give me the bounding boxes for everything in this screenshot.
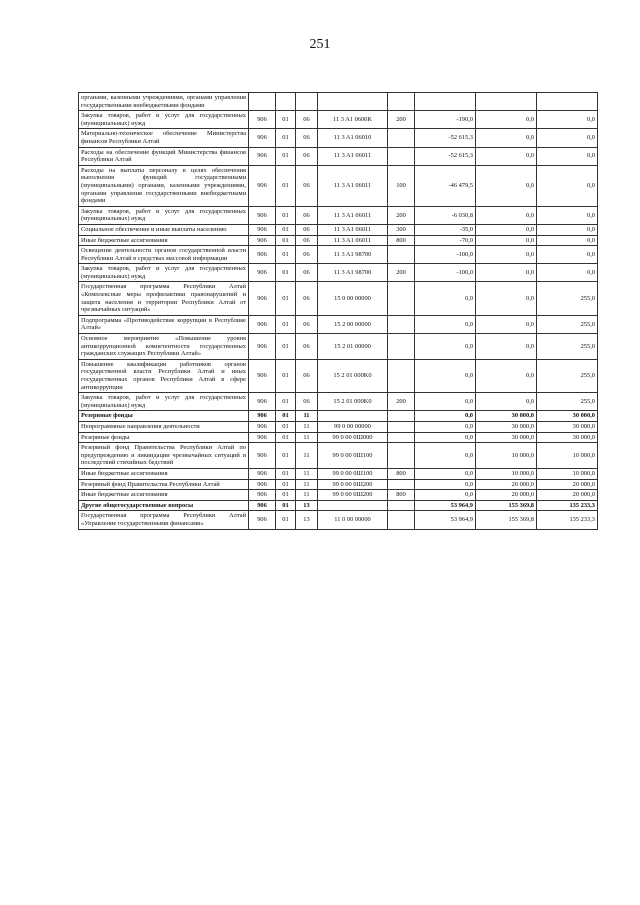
subsection-cell: 06 [296,165,318,206]
amount-3-cell: 0,0 [537,129,598,147]
amount-3-cell: 0,0 [537,165,598,206]
section-cell: 01 [276,334,296,360]
amount-1-cell: -190,0 [415,111,476,129]
table-row [79,359,598,392]
grbs-cell: 906 [249,246,276,264]
section-cell: 01 [276,468,296,479]
target-article-cell: 15 2 01 000K0 [318,393,388,411]
amount-1-cell: -52 615,3 [415,147,476,165]
row-name-cell: Закупка товаров, работ и услуг для государственных (муниципальных) нужд [79,206,249,224]
subsection-cell: 06 [296,315,318,333]
table-row [79,393,598,411]
table-row [79,411,598,422]
target-article-cell: 15 0 00 00000 [318,282,388,315]
amount-3-cell [537,93,598,111]
amount-1-cell: 0,0 [415,468,476,479]
grbs-cell: 906 [249,315,276,333]
amount-3-cell: 10 000,0 [537,468,598,479]
target-article-cell: 11 3 A1 98700 [318,264,388,282]
amount-2-cell: 0,0 [476,315,537,333]
row-name-cell: Иные бюджетные ассигнования [79,235,249,246]
table-row [79,315,598,333]
row-name-cell: Социальное обеспечение и иные выплаты населению [79,224,249,235]
grbs-cell: 906 [249,411,276,422]
grbs-cell: 906 [249,235,276,246]
amount-1-cell: 0,0 [415,411,476,422]
row-name-cell: Иные бюджетные ассигнования [79,490,249,501]
expense-type-cell [388,246,415,264]
table-row [79,468,598,479]
amount-3-cell: 255,0 [537,282,598,315]
section-cell: 01 [276,264,296,282]
row-name-cell: Иные бюджетные ассигнования [79,468,249,479]
amount-3-cell: 30 000,0 [537,421,598,432]
subsection-cell: 06 [296,147,318,165]
row-name-cell: Расходы на выплаты персоналу в целях обеспечения выполнения функций государственными (муниципальными) органами, казенными учреждениями, органами управления государственными внебюджетными фондами [79,165,249,206]
subsection-cell: 11 [296,432,318,443]
section-cell: 01 [276,490,296,501]
amount-2-cell: 0,0 [476,206,537,224]
grbs-cell: 906 [249,511,276,529]
table-row [79,479,598,490]
grbs-cell: 906 [249,432,276,443]
row-name-cell: Повышение квалификации работников органов государственной власти Республики Алтай и иных государственных органов Республики Алтай в сфере антикоррупции [79,359,249,392]
amount-3-cell: 135 233,3 [537,511,598,529]
table-row [79,443,598,469]
amount-3-cell: 0,0 [537,235,598,246]
expense-type-cell: 200 [388,206,415,224]
amount-3-cell: 10 000,0 [537,443,598,469]
amount-2-cell: 155 369,8 [476,511,537,529]
subsection-cell: 06 [296,235,318,246]
amount-2-cell: 0,0 [476,334,537,360]
expense-type-cell: 200 [388,111,415,129]
target-article-cell: 99 0 00 00000 [318,421,388,432]
section-cell: 01 [276,315,296,333]
row-name-cell: Резервные фонды [79,411,249,422]
amount-3-cell: 255,0 [537,334,598,360]
subsection-cell: 13 [296,511,318,529]
amount-2-cell: 155 369,8 [476,500,537,511]
target-article-cell [318,500,388,511]
row-name-cell: Государственная программа Республики Алтай «Комплексные меры профилактики правонарушений и защита населения и территории Республики Алтай от чрезвычайных ситуаций» [79,282,249,315]
subsection-cell: 06 [296,359,318,392]
amount-2-cell: 0,0 [476,359,537,392]
expense-type-cell: 800 [388,235,415,246]
amount-2-cell: 30 000,0 [476,411,537,422]
section-cell: 01 [276,359,296,392]
expense-type-cell: 800 [388,468,415,479]
amount-3-cell: 0,0 [537,206,598,224]
expense-type-cell [388,421,415,432]
expense-type-cell: 800 [388,490,415,501]
amount-2-cell: 20 000,0 [476,490,537,501]
section-cell: 01 [276,111,296,129]
expense-type-cell [388,93,415,111]
section-cell: 01 [276,282,296,315]
subsection-cell: 06 [296,334,318,360]
page-number: 251 [309,37,331,52]
section-cell: 01 [276,479,296,490]
amount-3-cell: 20 000,0 [537,479,598,490]
row-name-cell: Закупка товаров, работ и услуг для государственных (муниципальных) нужд [79,393,249,411]
target-article-cell: 11 3 A1 98700 [318,246,388,264]
row-name-cell: Резервные фонды [79,432,249,443]
amount-1-cell: 0,0 [415,490,476,501]
subsection-cell [296,93,318,111]
amount-2-cell: 30 000,0 [476,432,537,443]
amount-2-cell: 0,0 [476,111,537,129]
subsection-cell: 11 [296,411,318,422]
amount-3-cell: 20 000,0 [537,490,598,501]
section-cell: 01 [276,443,296,469]
expense-type-cell [388,282,415,315]
grbs-cell: 906 [249,421,276,432]
grbs-cell: 906 [249,490,276,501]
amount-1-cell: -35,0 [415,224,476,235]
subsection-cell: 06 [296,282,318,315]
amount-2-cell [476,93,537,111]
section-cell: 01 [276,500,296,511]
row-name-cell: Закупка товаров, работ и услуг для государственных (муниципальных) нужд [79,111,249,129]
section-cell: 01 [276,235,296,246]
grbs-cell [249,93,276,111]
amount-1-cell: 53 964,9 [415,511,476,529]
table-body [79,93,598,530]
amount-1-cell: 0,0 [415,315,476,333]
target-article-cell: 11 3 A1 06010 [318,129,388,147]
expense-type-cell [388,511,415,529]
table-row [79,93,598,111]
grbs-cell: 906 [249,334,276,360]
expense-type-cell [388,315,415,333]
expense-type-cell [388,500,415,511]
amount-1-cell: 0,0 [415,421,476,432]
section-cell: 01 [276,224,296,235]
table-row [79,206,598,224]
target-article-cell: 11 3 A1 06011 [318,147,388,165]
expense-type-cell: 300 [388,224,415,235]
subsection-cell: 06 [296,206,318,224]
amount-2-cell: 0,0 [476,147,537,165]
amount-2-cell: 0,0 [476,235,537,246]
row-name-cell: Другие общегосударственные вопросы [79,500,249,511]
amount-1-cell: 0,0 [415,432,476,443]
amount-1-cell: -52 615,3 [415,129,476,147]
amount-3-cell: 255,0 [537,315,598,333]
table-row [79,165,598,206]
amount-1-cell: 0,0 [415,479,476,490]
amount-3-cell: 135 233,3 [537,500,598,511]
target-article-cell [318,93,388,111]
target-article-cell: 99 0 00 0Ш200 [318,479,388,490]
table-row [79,490,598,501]
amount-1-cell: 0,0 [415,443,476,469]
row-name-cell: органами, казенными учреждениями, органами управления государственными внебюджетными фондами [79,93,249,111]
row-name-cell: Расходы на обеспечение функций Министерства финансов Республики Алтай [79,147,249,165]
table-row [79,511,598,529]
table-row [79,235,598,246]
subsection-cell: 06 [296,129,318,147]
grbs-cell: 906 [249,206,276,224]
grbs-cell: 906 [249,165,276,206]
budget-table [78,92,598,530]
table-row [79,224,598,235]
subsection-cell: 06 [296,224,318,235]
section-cell: 01 [276,432,296,443]
amount-3-cell: 0,0 [537,147,598,165]
grbs-cell: 906 [249,224,276,235]
target-article-cell: 15 2 00 00000 [318,315,388,333]
grbs-cell: 906 [249,264,276,282]
grbs-cell: 906 [249,111,276,129]
amount-3-cell: 0,0 [537,246,598,264]
table-row [79,147,598,165]
target-article-cell: 11 3 A1 06011 [318,224,388,235]
amount-1-cell: 0,0 [415,282,476,315]
target-article-cell: 99 0 00 0Ш000 [318,432,388,443]
subsection-cell: 06 [296,264,318,282]
amount-3-cell: 0,0 [537,264,598,282]
expense-type-cell: 200 [388,393,415,411]
amount-2-cell: 30 000,0 [476,421,537,432]
target-article-cell: 11 3 A1 0600K [318,111,388,129]
table-row [79,111,598,129]
target-article-cell: 15 2 01 00000 [318,334,388,360]
grbs-cell: 906 [249,443,276,469]
row-name-cell: Непрограммные направления деятельности [79,421,249,432]
expense-type-cell [388,411,415,422]
amount-1-cell: -100,0 [415,264,476,282]
expense-type-cell [388,432,415,443]
target-article-cell: 99 0 00 0Ш100 [318,443,388,469]
subsection-cell: 11 [296,443,318,469]
target-article-cell: 99 0 00 0Ш200 [318,490,388,501]
amount-2-cell: 0,0 [476,393,537,411]
grbs-cell: 906 [249,147,276,165]
section-cell: 01 [276,411,296,422]
section-cell: 01 [276,393,296,411]
section-cell: 01 [276,421,296,432]
amount-1-cell: 0,0 [415,359,476,392]
expense-type-cell [388,479,415,490]
grbs-cell: 906 [249,479,276,490]
table-row [79,264,598,282]
target-article-cell: 11 3 A1 06011 [318,235,388,246]
subsection-cell: 11 [296,421,318,432]
row-name-cell: Закупка товаров, работ и услуг для государственных (муниципальных) нужд [79,264,249,282]
amount-3-cell: 30 000,0 [537,411,598,422]
amount-2-cell: 10 000,0 [476,468,537,479]
amount-1-cell: -100,0 [415,246,476,264]
amount-2-cell: 20 000,0 [476,479,537,490]
amount-1-cell: -46 479,5 [415,165,476,206]
amount-1-cell [415,93,476,111]
section-cell: 01 [276,511,296,529]
amount-3-cell: 255,0 [537,359,598,392]
section-cell: 01 [276,246,296,264]
amount-2-cell: 10 000,0 [476,443,537,469]
table-row [79,421,598,432]
table-row [79,246,598,264]
row-name-cell: Резервный фонд Правительства Республики Алтай [79,479,249,490]
row-name-cell: Освещение деятельности органов государственной власти Республики Алтай в средствах массовой информации [79,246,249,264]
expense-type-cell [388,129,415,147]
subsection-cell: 13 [296,500,318,511]
target-article-cell: 99 0 00 0Ш100 [318,468,388,479]
row-name-cell: Подпрограмма «Противодействие коррупции в Республике Алтай» [79,315,249,333]
amount-3-cell: 0,0 [537,224,598,235]
expense-type-cell [388,443,415,469]
amount-1-cell: 0,0 [415,393,476,411]
subsection-cell: 11 [296,479,318,490]
amount-2-cell: 0,0 [476,224,537,235]
subsection-cell: 06 [296,111,318,129]
row-name-cell: Материально-техническое обеспечение Министерства финансов Республики Алтай [79,129,249,147]
table-row [79,432,598,443]
target-article-cell: 11 3 A1 06011 [318,206,388,224]
row-name-cell: Резервный фонд Правительства Республики Алтай по предупреждению и ликвидации чрезвычайных ситуаций и последствий стихийных бедствий [79,443,249,469]
subsection-cell: 11 [296,468,318,479]
expense-type-cell: 100 [388,165,415,206]
expense-type-cell [388,147,415,165]
expense-type-cell: 200 [388,264,415,282]
target-article-cell: 15 2 01 000K0 [318,359,388,392]
target-article-cell: 11 3 A1 06011 [318,165,388,206]
grbs-cell: 906 [249,500,276,511]
table-row [79,129,598,147]
table-row [79,334,598,360]
amount-1-cell: -70,0 [415,235,476,246]
amount-3-cell: 255,0 [537,393,598,411]
target-article-cell [318,411,388,422]
section-cell [276,93,296,111]
grbs-cell: 906 [249,282,276,315]
expense-type-cell [388,334,415,360]
target-article-cell: 11 0 00 00000 [318,511,388,529]
amount-1-cell: -6 030,8 [415,206,476,224]
amount-2-cell: 0,0 [476,129,537,147]
section-cell: 01 [276,165,296,206]
amount-2-cell: 0,0 [476,165,537,206]
subsection-cell: 06 [296,393,318,411]
section-cell: 01 [276,129,296,147]
table-row [79,282,598,315]
subsection-cell: 06 [296,246,318,264]
amount-2-cell: 0,0 [476,246,537,264]
amount-2-cell: 0,0 [476,282,537,315]
amount-1-cell: 53 964,9 [415,500,476,511]
grbs-cell: 906 [249,359,276,392]
amount-2-cell: 0,0 [476,264,537,282]
grbs-cell: 906 [249,468,276,479]
expense-type-cell [388,359,415,392]
grbs-cell: 906 [249,129,276,147]
row-name-cell: Основное мероприятие «Повышение уровня антикоррупционной компетентности государственных гражданских служащих Республики Алтай» [79,334,249,360]
amount-3-cell: 30 000,0 [537,432,598,443]
row-name-cell: Государственная программа Республики Алтай «Управление государственными финансами» [79,511,249,529]
amount-1-cell: 0,0 [415,334,476,360]
section-cell: 01 [276,147,296,165]
grbs-cell: 906 [249,393,276,411]
table-row [79,500,598,511]
section-cell: 01 [276,206,296,224]
amount-3-cell: 0,0 [537,111,598,129]
subsection-cell: 11 [296,490,318,501]
